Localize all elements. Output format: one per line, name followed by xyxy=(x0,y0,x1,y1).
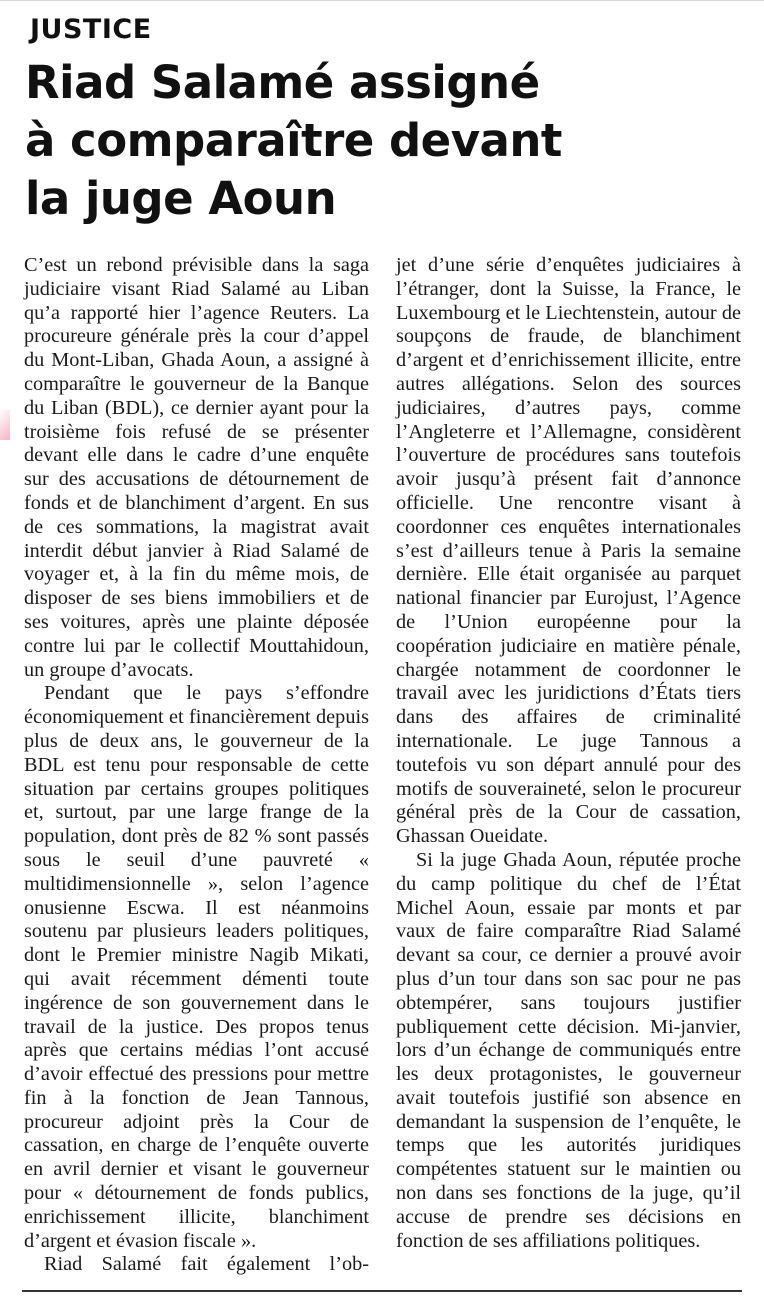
bottom-rule xyxy=(22,1290,742,1292)
top-rule xyxy=(0,0,764,1)
body-column-left xyxy=(24,254,369,1277)
paragraph: Si la juge Ghada Aoun, réputée proche du camp politique du chef de l’État Michel Aoun, essaie par monts et par vaux de faire comparaître Riad Salamé devant sa cour, ce dernier a prouvé avoir plus d’un tour dans son sac pour ne pas obtempérer, sans toujours justifier publiquement cette décision. Mi-janvier, lors d’un échange de communiqués entre les deux protagonistes, le gouverneur avait toutefois justifié son absence en demandant la suspension de l’enquête, le temps que les autorités juridiques compétentes statuent sur le maintien ou non dans ses fonctions de la juge, qu’il accuse de prendre ses décisions en fonction de ses affiliations politiques. xyxy=(396,848,741,1252)
headline-line: Riad Salamé assigné xyxy=(25,56,540,109)
paragraph-continued: Riad Salamé fait également l’ob- xyxy=(44,1253,369,1276)
body-column-right xyxy=(396,254,741,1253)
paragraph: Pendant que le pays s’effondre économiquement et financièrement depuis plus de deux ans, le gouverneur de la BDL est tenu pour responsable de cette situation par certains groupes politiques et, surtout, par une large frange de la population, dont près de 82 % sont passés sous le seuil d’une pauvreté « multidimensionnelle », selon l’agence onusienne Escwa. Il est néanmoins soutenu par plusieurs leaders politiques, dont le Premier ministre Nagib Mikati, qui avait récemment démenti toute ingérence de son gouvernement dans le travail de la justice. Des propos tenus après que certains médias l’ont accusé d’avoir effectué des pressions pour mettre fin à la fonction de Jean Tannous, procureur adjoint près la Cour de cassation, en charge de l’enquête ouverte en avril dernier et visant le gouverneur pour « détournement de fonds publics, enrichissement illicite, blanchiment d’argent et évasion fiscale ». xyxy=(24,682,369,1252)
headline-line: à comparaître devant xyxy=(25,114,562,167)
headline-line: la juge Aoun xyxy=(25,172,337,225)
paragraph: C’est un rebond prévisible dans la saga judiciaire visant Riad Salamé au Liban qu’a rapporté hier l’agence Reuters. La procureure générale près la cour d’appel du Mont-Liban, Ghada Aoun, a assigné à comparaître le gouverneur de la Banque du Liban (BDL), ce dernier ayant pour la troisième fois refusé de se présenter devant elle dans le cadre d’une enquête sur des accusations de détournement de fonds et de blanchiment d’argent. En sus de ces sommations, la magistrat avait interdit début janvier à Riad Salamé de voyager et, à la fin du même mois, de disposer de ses biens immobiliers et de ses voitures, après une plainte déposée contre lui par le collectif Mouttahidoun, un groupe d’avocats. xyxy=(24,254,369,681)
paragraph: jet d’une série d’enquêtes judiciaires à l’étranger, dont la Suisse, la France, le Luxembourg et le Liechtenstein, autour de soupçons de fraude, de blanchiment d’argent et d’enrichissement illicite, entre autres allégations. Selon des sources judiciaires, d’autres pays, comme l’Angleterre et l’Allemagne, considèrent l’ouverture de procédures sans toutefois avoir jusqu’à présent fait d’annonce officielle. Une rencontre visant à coordonner ces enquêtes internationales s’est d’ailleurs tenue à Paris la semaine dernière. Elle était organisée au parquet national financier par Eurojust, l’Agence de l’Union européenne pour la coopération judiciaire en matière pénale, chargée notamment de coordonner le travail avec les juridictions d’États tiers dans des affaires de criminalité internationale. Le juge Tannous a toutefois vu son départ annulé pour des motifs de souveraineté, selon le procureur général près de la Cour de cassation, Ghassan Oueidate. xyxy=(396,254,741,848)
headline xyxy=(25,54,745,228)
margin-mark xyxy=(0,410,10,440)
section-label: JUSTICE xyxy=(30,14,152,45)
